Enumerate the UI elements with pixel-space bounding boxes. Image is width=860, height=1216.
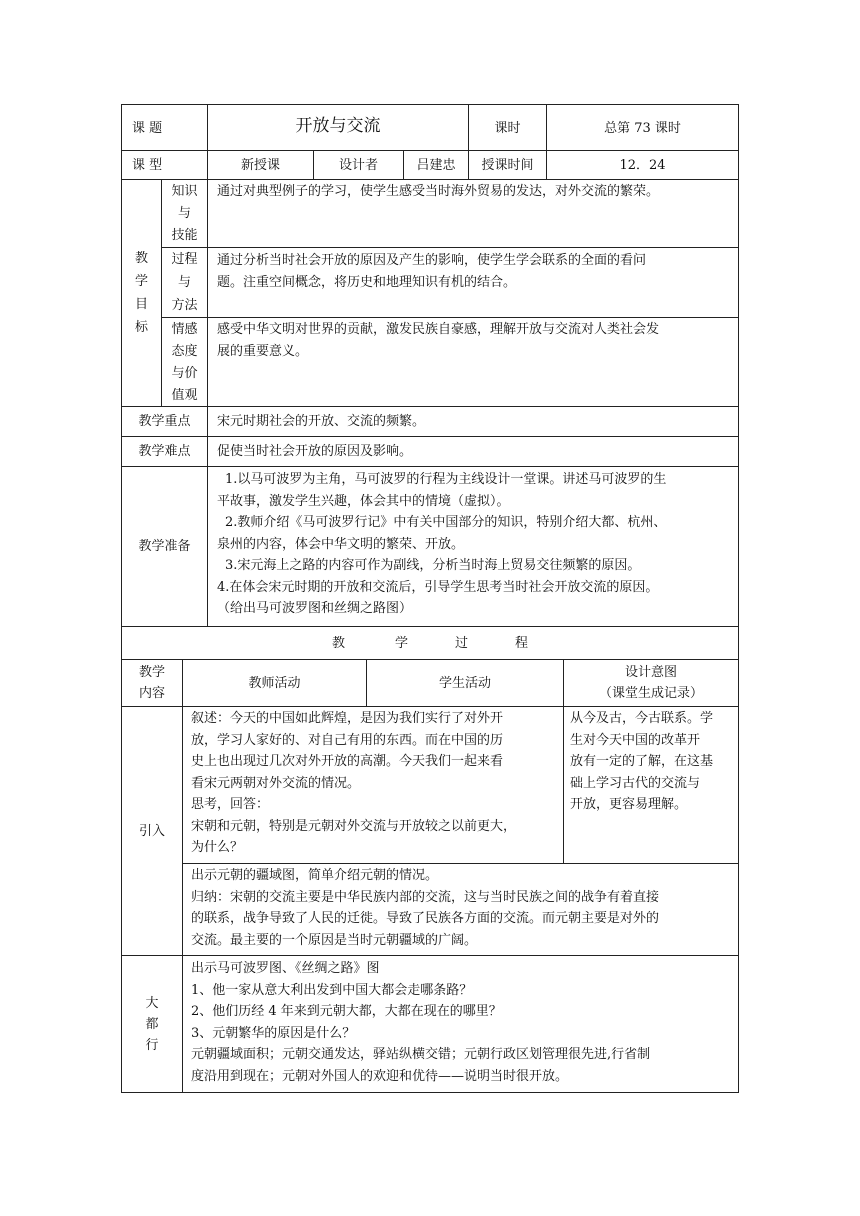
objective-label-line: 与价 [171, 366, 198, 381]
text-line: 通过分析当时社会开放的原因及产生的影响，使学生学会联系的全面的看问 [217, 253, 647, 268]
type-value-cell [207, 150, 314, 180]
intro-summary-text [191, 865, 659, 951]
designer-value: 吕建忠 [416, 158, 456, 173]
objectives-label-char: 教 [134, 251, 148, 266]
process-title-cell [121, 626, 739, 660]
objective-knowledge-text [217, 181, 659, 203]
designer-label: 设计者 [338, 158, 378, 173]
text-line: 3、元朝繁华的原因是什么？ [191, 1025, 356, 1041]
objective-label-line: 与 [177, 275, 191, 290]
text-line: 2.教师介绍《马可波罗行记》中有关中国部分的知识，特别介绍大都、杭州、 [225, 515, 667, 530]
text-line: 的联系，战争导致了人民的迁徙。导致了民族各方面的交流。而元朝主要是对外的 [191, 911, 660, 926]
text-line: 感受中华文明对世界的贡献，激发民族自豪感，理解开放与交流对人类社会发 [217, 322, 660, 337]
intro-summary-cell [182, 863, 739, 956]
key-point-label-cell [121, 406, 208, 437]
col-teacher-label: 教师活动 [248, 676, 301, 691]
dadu-content-text [191, 958, 650, 1087]
dadu-label-char: 大 [145, 996, 159, 1011]
key-point-label: 教学重点 [138, 414, 191, 429]
text-line: 归纳：宋朝的交流主要是中华民族内部的交流，这与当时民族之间的战争有着直接 [191, 889, 660, 905]
preparation-label: 教学准备 [138, 539, 191, 554]
col-design-header [563, 659, 739, 707]
text-line: 放，学习人家好的、对自己有用的东西。而在中国的历 [191, 732, 504, 748]
objective-knowledge-label-cell [161, 179, 208, 248]
key-point-text-cell [207, 406, 739, 437]
key-point-text: 宋元时期社会的开放、交流的频繁。 [217, 414, 426, 429]
process-title-char: 程 [515, 636, 529, 651]
text-line: 看宋元两朝对外交流的情况。 [191, 775, 361, 791]
objective-label-line: 态度 [171, 344, 198, 359]
designer-label-cell [313, 150, 404, 180]
intro-design-text [570, 708, 713, 816]
text-line: 4.在体会宋元时期的开放和交流后，引导学生思考当时社会开放交流的原因。 [217, 579, 659, 595]
col-content-header [121, 659, 183, 707]
objective-label-line: 与 [177, 206, 191, 221]
topic-value-cell [207, 104, 469, 151]
objective-label-line: 过程 [171, 252, 198, 267]
text-line: 从今及古，今古联系。学 [570, 711, 714, 726]
type-value: 新授课 [240, 158, 280, 173]
type-label: 课 型 [132, 158, 163, 173]
text-line: 2、他们历经 4 年来到元朝大都，大都在现在的哪里？ [191, 1004, 502, 1019]
difficulty-label-cell [121, 436, 208, 467]
process-title-char: 教 [332, 636, 346, 651]
objectives-label-char: 目 [134, 297, 148, 312]
objective-label-line: 情感 [171, 322, 198, 337]
text-line: 泉州的内容，体会中华文明的繁荣、开放。 [217, 536, 465, 552]
intro-teacher-text [191, 708, 516, 859]
lesson-title: 开放与交流 [295, 116, 381, 136]
date-value-cell [546, 150, 739, 180]
preparation-text [217, 469, 666, 620]
text-line: 通过对典型例子的学习，使学生感受当时海外贸易的发达，对外交流的繁荣。 [217, 184, 660, 199]
text-line: 宋朝和元朝，特别是元朝对外交流与开放较之以前更大， [191, 818, 517, 834]
text-line: 出示元朝的疆域图，简单介绍元朝的情况。 [191, 868, 439, 883]
objective-label-line: 知识 [171, 184, 198, 199]
text-line: （给出马可波罗图和丝绸之路图） [217, 601, 413, 616]
text-line: 放有一定的了解，在这基 [570, 754, 714, 769]
intro-design-cell [563, 706, 739, 864]
date-label-cell [468, 150, 547, 180]
dadu-label-char: 都 [145, 1017, 159, 1032]
text-line: 1.以马可波罗为主角，马可波罗的行程为主线设计一堂课。讲述马可波罗的生 [225, 472, 667, 487]
text-line: 开放，更容易理解。 [570, 797, 688, 812]
period-label-cell [468, 104, 547, 151]
objective-label-line: 值观 [171, 388, 198, 403]
intro-label: 引入 [138, 824, 165, 839]
difficulty-text: 促使当时社会开放的原因及影响。 [217, 444, 413, 459]
topic-label: 课 题 [132, 121, 163, 136]
objective-process-label-cell [161, 247, 208, 318]
objective-process-text [217, 250, 646, 293]
type-label-cell [121, 150, 208, 180]
objective-label-line: 方法 [171, 298, 198, 313]
date-label: 授课时间 [481, 158, 534, 173]
objectives-label-cell [121, 179, 162, 407]
text-line: 交流。最主要的一个原因是当时元朝疆域的广阔。 [191, 932, 478, 948]
text-line: 度沿用到现在；元朝对外国人的欢迎和优待——说明当时很开放。 [191, 1068, 569, 1084]
dadu-label-cell [121, 955, 183, 1093]
process-title-char: 学 [395, 636, 409, 651]
designer-value-cell [403, 150, 469, 180]
objective-label-line: 技能 [171, 228, 198, 243]
col-teacher-header [182, 659, 367, 707]
dadu-label-char: 行 [145, 1038, 159, 1053]
text-line: 题。注重空间概念，将历史和地理知识有机的结合。 [217, 274, 517, 290]
col-content-line: 内容 [138, 686, 165, 701]
text-line: 1、他一家从意大利出发到中国大都会走哪条路？ [191, 982, 473, 998]
date-value: 12．24 [619, 158, 666, 173]
period-label: 课时 [494, 121, 521, 136]
process-title-char: 过 [455, 636, 469, 651]
period-value-cell [546, 104, 739, 151]
text-line: 元朝疆域面积；元朝交通发达，驿站纵横交错；元朝行政区划管理很先进,行省制 [191, 1047, 651, 1062]
objective-emotion-text [217, 319, 659, 362]
objective-process-text-cell [207, 247, 739, 318]
text-line: 思考，回答： [191, 797, 270, 812]
col-student-header [366, 659, 564, 707]
difficulty-text-cell [207, 436, 739, 467]
text-line: 叙述：今天的中国如此辉煌，是因为我们实行了对外开 [191, 711, 504, 726]
objective-knowledge-text-cell [207, 179, 739, 248]
objectives-label-char: 学 [134, 274, 148, 289]
intro-label-cell [121, 706, 183, 956]
col-design-line: 设计意图 [624, 665, 677, 680]
objective-emotion-text-cell [207, 317, 739, 407]
objectives-label-char: 标 [134, 320, 148, 335]
text-line: 生对今天中国的改革开 [570, 732, 701, 748]
topic-label-cell [121, 104, 208, 151]
col-design-line: （课堂生成记录） [598, 686, 703, 701]
text-line: 平故事，激发学生兴趣，体会其中的情境（虚拟）。 [217, 493, 510, 509]
intro-teacher-cell [182, 706, 564, 864]
preparation-label-cell [121, 466, 208, 627]
preparation-text-cell [207, 466, 739, 627]
dadu-content-cell [182, 955, 739, 1093]
col-student-label: 学生活动 [438, 676, 491, 691]
objective-emotion-label-cell [161, 317, 208, 407]
text-line: 3.宋元海上之路的内容可作为副线，分析当时海上贸易交往频繁的原因。 [225, 558, 641, 573]
text-line: 史上也出现过几次对外开放的高潮。今天我们一起来看 [191, 754, 504, 769]
text-line: 出示马可波罗图、《丝绸之路》图 [191, 961, 380, 976]
col-content-line: 教学 [138, 665, 165, 680]
text-line: 础上学习古代的交流与 [570, 775, 701, 791]
text-line: 为什么？ [191, 840, 244, 855]
difficulty-label: 教学难点 [138, 444, 191, 459]
period-value: 总第 73 课时 [604, 121, 681, 136]
text-line: 展的重要意义。 [217, 343, 309, 359]
